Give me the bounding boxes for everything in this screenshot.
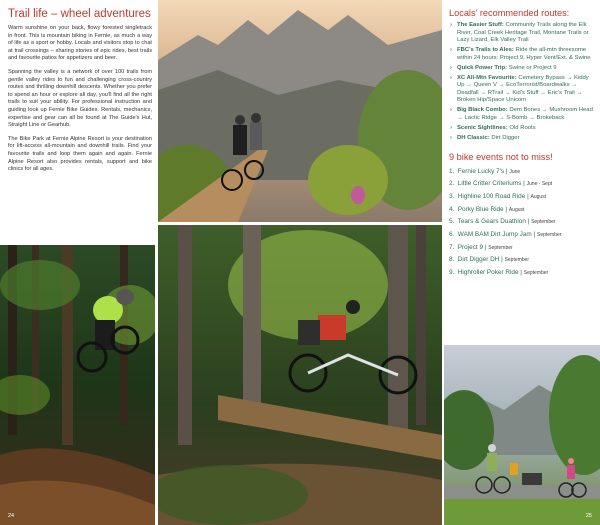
event-item: 3. Highline 100 Road Ride | August [449, 191, 594, 204]
event-date: September [504, 257, 530, 264]
route-item [449, 135, 594, 143]
event-date: September [523, 270, 549, 277]
page-title: Trail life – wheel adventures [8, 8, 151, 20]
event-number: 3. [449, 192, 455, 200]
page-number-left: 24 [8, 513, 15, 519]
event-item: 9. Highroller Poker Ride | September [449, 267, 594, 280]
event-item: 4. Porky Blue Ride | August [449, 204, 594, 217]
event-name: Project 9 [457, 243, 484, 251]
event-number: 2. [449, 180, 455, 188]
event-name: Little Critter Criteriums [457, 180, 522, 188]
event-item: 8. Dirt Digger DH | September [449, 254, 594, 267]
route-name: FBC's Trails to Ales: [457, 47, 514, 54]
photo-mountain-riders [158, 0, 442, 222]
event-item: 7. Project 9 | September [449, 242, 594, 255]
event-number: 6. [449, 231, 455, 239]
route-name: DH Classic: [457, 135, 490, 142]
route-description: Swine or Project 9 [508, 64, 557, 71]
route-name: Scenic Sightlines: [457, 124, 508, 131]
event-date: September [531, 219, 556, 226]
route-item [449, 125, 594, 133]
route-name: XC All-Mtn Favourite: [457, 74, 517, 81]
event-name: Dirt Digger DH [457, 256, 500, 264]
event-name: WAM BAM Dirt Jump Jam [457, 231, 532, 239]
photo-family-ride [444, 345, 600, 525]
photo-forest-downhill-rider [0, 245, 155, 525]
event-date: June - Sept [526, 181, 553, 188]
photo-forest-log-rider [158, 225, 442, 525]
event-name: Porky Blue Ride [457, 205, 504, 213]
route-name: Big Black Combo: [457, 107, 508, 114]
event-name: Tears & Gears Duathlon [457, 218, 526, 226]
event-date: August [508, 206, 525, 213]
route-description: Cemetery Bypass → Kiddy Up → Queen V → EcoTerrorist/Boardwalks → Deadfall → RTrail → Kid's Stuff → Eric's Trail → Broken Hip/Space Unicorn [457, 74, 589, 104]
routes-heading: Locals' recommended routes: [449, 8, 570, 18]
event-number: 4. [449, 205, 455, 213]
route-item [449, 65, 594, 73]
bike-park-paragraph: The Bike Park at Fernie Alpine Resort is your destination for lift-access all-mountain and downhill trails. Find your favourite trails and loop them again and again. Fernie Alpine Resort also provides rentals, support and bike clinics for all ages. [8, 135, 152, 173]
route-description: Dirt Digger [491, 135, 520, 142]
event-item: 5. Tears & Gears Duathlon | September [449, 216, 594, 229]
route-item [449, 75, 594, 105]
event-name: Fernie Lucky 7's [457, 167, 505, 175]
event-date: September [536, 232, 562, 239]
event-number: 7. [449, 243, 455, 251]
route-description: Ride the all-mtn threesome within 24 hours: Project 9, Hyper Vent/Ext. & Swine [457, 47, 591, 61]
event-date: September [488, 244, 513, 251]
trails-paragraph: Spanning the valley is a network of over 100 trails from gentle valley rides to fun and challenging cross-country routes and thrilling downhill descents. Whether you prefer to spend an hour or explore all day, you'll find all the right trails to suit your ability. For professional instruction and guiding look up Fernie Bike Guides. Rentals, mechanics, expertise and gear can all be found at The Guide's Hut, Straight Line or Gearhub. [8, 68, 152, 129]
left-text-column [8, 8, 152, 180]
route-item [449, 107, 594, 122]
event-number: 1. [449, 167, 455, 175]
intro-paragraph: Warm sunshine on your back, flowy forested singletrack in front. This is mountain biking in Fernie, as much a way of life as a sport or hobby. Locals and visitors stop to chat at trail crossings – sharing stories of epic rides, best trails and favourite patios for appetizers and beer. [8, 25, 152, 62]
events-section [449, 152, 594, 280]
event-number: 9. [449, 269, 455, 277]
route-description: Community Trails along the Elk River, Coal Creek Heritage Trail, Montane Trails or Lazy Lizard, Elk Valley Trail [457, 22, 589, 43]
route-item [449, 47, 594, 62]
event-date: June [509, 168, 521, 175]
route-name: Quick Power Trip: [457, 64, 508, 71]
route-name: The Easier Stuff: [457, 22, 504, 28]
event-name: Highline 100 Road Ride [457, 192, 526, 200]
right-text-column [449, 8, 594, 280]
events-list [449, 166, 594, 280]
event-item: 2. Little Critter Criteriums | June - Sept [449, 178, 594, 191]
page-number-right: 25 [585, 513, 592, 519]
route-description: Dem Bones → Mushroom Head → Lactic Ridge → S-Bomb → Brokeback [457, 107, 593, 121]
routes-list [449, 22, 594, 143]
events-heading: 9 bike events not to miss! [449, 151, 553, 162]
event-item: 6. WAM BAM Dirt Jump Jam | September [449, 229, 594, 242]
event-number: 5. [449, 218, 455, 226]
event-number: 8. [449, 256, 455, 264]
route-item [449, 22, 594, 45]
route-description: Old Roots [509, 124, 536, 131]
event-item: 1. Fernie Lucky 7's | June [449, 166, 594, 179]
event-date: August [530, 193, 547, 200]
event-name: Highroller Poker Ride [457, 269, 519, 277]
